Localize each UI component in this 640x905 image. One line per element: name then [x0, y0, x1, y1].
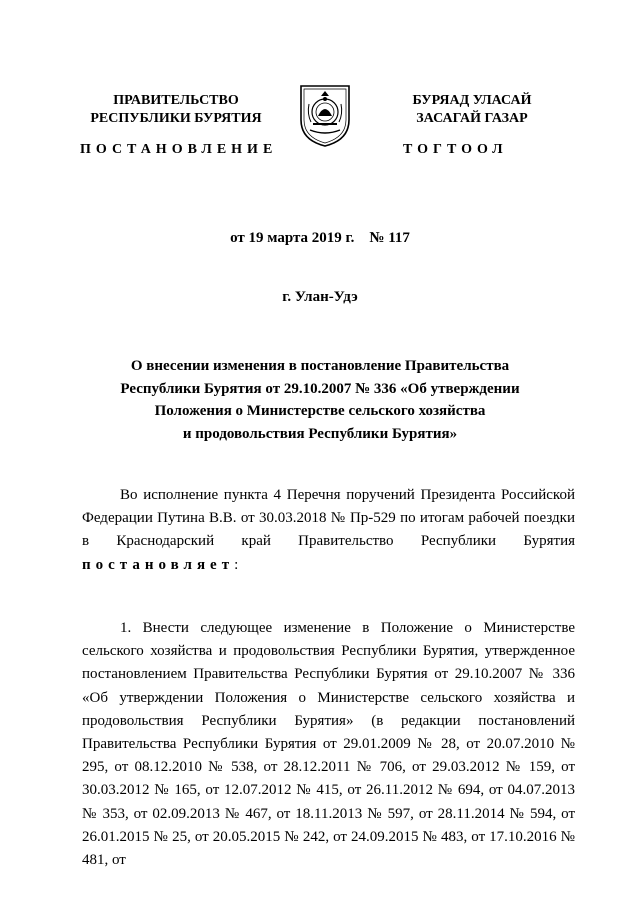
city-line: г. Улан-Удэ: [282, 289, 358, 305]
header-right-block: [384, 92, 560, 128]
resolves-word: постановляет: [82, 556, 235, 573]
preamble-paragraph: [82, 484, 575, 577]
document-subject: [60, 355, 580, 445]
coat-of-arms-icon: [299, 80, 351, 148]
date-and-number: от 19 марта 2019 г. № 117: [230, 230, 410, 246]
header-left-block: [78, 92, 274, 128]
header-left-line2: РЕСПУБЛИКИ БУРЯТИЯ: [90, 111, 262, 126]
preamble-end: :: [234, 556, 239, 573]
header-right-line2: ЗАСАГАЙ ГАЗАР: [416, 111, 528, 126]
subject-line1: О внесении изменения в постановление Правительства: [130, 358, 510, 374]
doc-type-left: ПОСТАНОВЛЕНИЕ: [80, 142, 278, 157]
subject-line4: и продовольствия Республики Бурятия»: [182, 425, 458, 442]
header-left-line1: ПРАВИТЕЛЬСТВО: [113, 93, 239, 108]
doc-type-right: ТОГТООЛ: [403, 142, 508, 157]
subject-line2: Республики Бурятия от 29.10.2007 № 336 «Об утверждении: [120, 380, 520, 397]
preamble-text: Во исполнение пункта 4 Перечня поручений Президента Российской Федерации Путина В.В. от 30.03.2018 № Пр-529 по итогам рабочей поездки в Краснодарский край Правительство Республики Бурятия: [82, 487, 575, 550]
header-right-line1: БУРЯАД УЛАСАЙ: [412, 93, 532, 108]
subject-line3: Положения о Министерстве сельского хозяйства: [154, 403, 486, 419]
clause-1-paragraph: 1. Внести следующее изменение в Положение о Министерстве сельского хозяйства и продовольствия Республики Бурятия, утвержденное постановлением Правительства Республики Бурятия от 29.10.2007 № 336 «Об утверждении Положения о Министерстве сельского хозяйства и продовольствия Республики Бурятия» (в редакции постановлений Правительства Республики Бурятия от 29.01.2009 № 28, от 20.07.2010 № 295, от 08.12.2010 № 538, от 28.12.2011 № 706, от 29.03.2012 № 159, от 30.03.2012 № 165, от 12.07.2012 № 415, от 26.11.2012 № 694, от 04.07.2013 № 353, от 02.09.2013 № 467, от 18.11.2013 № 597, от 28.11.2014 № 594, от 26.01.2015 № 25, от 20.05.2015 № 242, от 24.09.2015 № 483, от 17.10.2016 № 481, от: [82, 620, 575, 869]
